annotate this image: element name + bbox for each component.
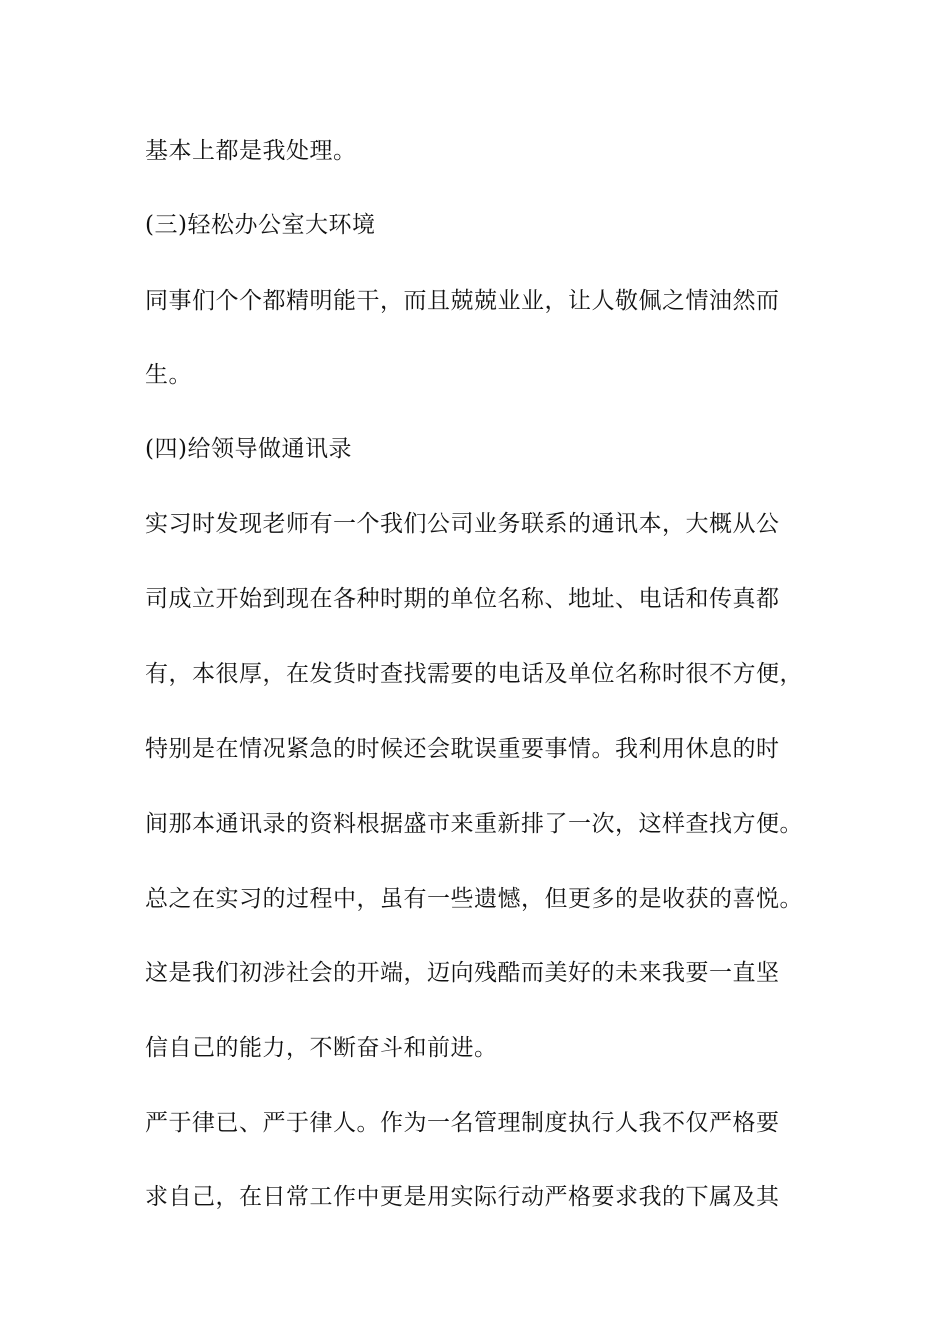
text-line-8: 有，本很厚，在发货时查找需要的电话及单位名称时很不方便， [145,661,803,687]
text-line-7: 司成立开始到现在各种时期的单位名称、地址、电话和传真都 [145,586,780,612]
text-line-10: 间那本通讯录的资料根据盛市来重新排了一次，这样查找方便。 [145,811,803,837]
text-line-6: 实习时发现老师有一个我们公司业务联系的通讯本，大概从公 [145,511,780,537]
section-heading-3: (三)轻松办公室大环境 [145,212,376,238]
text-line-15: 求自己，在日常工作中更是用实际行动严格要求我的下属及其 [145,1184,780,1210]
text-line-3: 同事们个个都精明能干，而且兢兢业业，让人敬佩之情油然而 [145,288,780,314]
text-line-9: 特别是在情况紧急的时候还会耽误重要事情。我利用休息的时 [145,736,780,762]
text-line-14: 严于律已、严于律人。作为一名管理制度执行人我不仅严格要 [145,1110,780,1136]
text-line-11: 总之在实习的过程中，虽有一些遗憾，但更多的是收获的喜悦。 [145,886,803,912]
text-line-4: 生。 [145,362,192,388]
text-line-12: 这是我们初涉社会的开端，迈向残酷而美好的未来我要一直坚 [145,960,780,986]
section-heading-4: (四)给领导做通讯录 [145,436,352,462]
text-line-13: 信自己的能力，不断奋斗和前进。 [145,1035,498,1061]
text-line-1: 基本上都是我处理。 [145,138,357,164]
